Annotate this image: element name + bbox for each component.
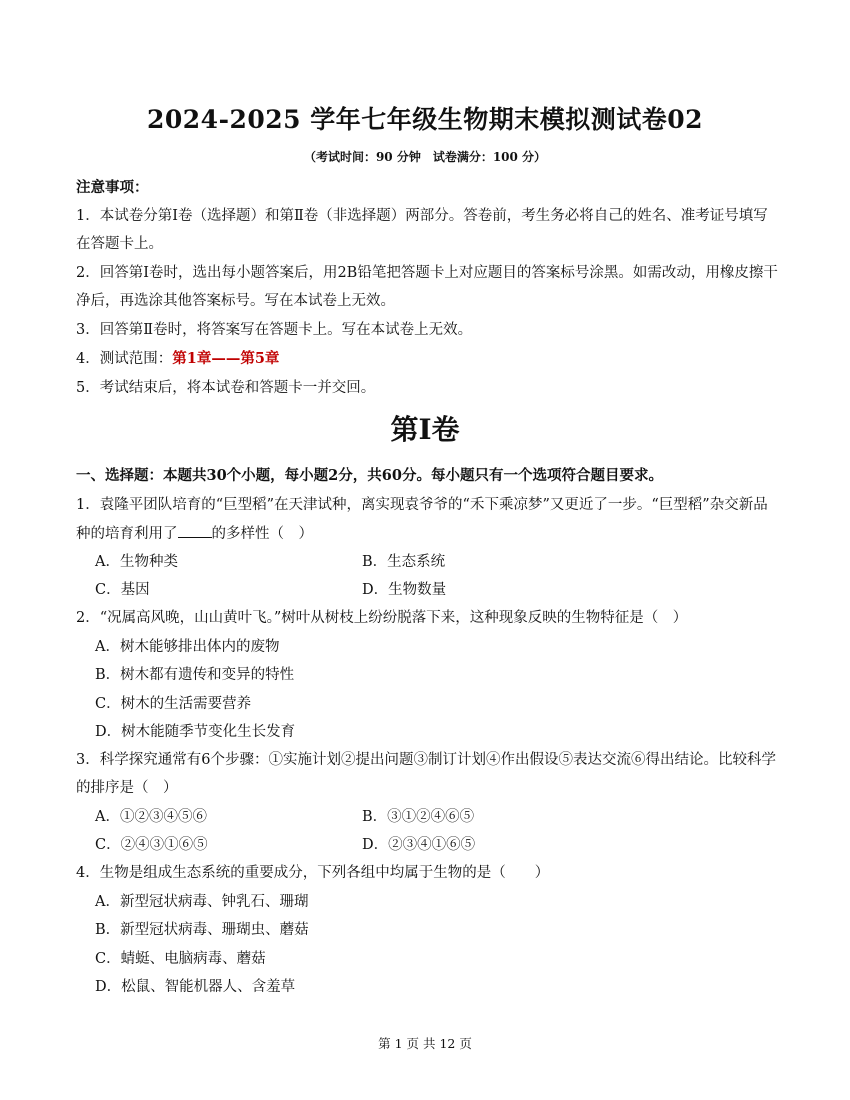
- question-4-line-1: 4．生物是组成生态系统的重要成分，下列各组中均属于生物的是（ ）: [76, 865, 550, 881]
- question-1-line-1: 1．袁隆平团队培育的“巨型稻”在天津试种，离实现袁爷爷的“禾下乘凉梦”又更近了一步。“巨型稻”杂交新品: [76, 497, 768, 513]
- question-3-line-2: 的排序是（ ）: [76, 780, 178, 796]
- notice-item-4-prefix: 4．测试范围：: [76, 351, 173, 367]
- question-2-option-d: D．树木能随季节变化生长发育: [95, 724, 296, 740]
- question-2-option-c: C．树木的生活需要营养: [95, 696, 252, 712]
- question-3-option-d: D．②③④①⑥⑤: [362, 837, 476, 853]
- exam-info: （考试时间：90 分钟 试卷满分：100 分）: [303, 150, 547, 164]
- page-number: 第 1 页 共 12 页: [378, 1036, 472, 1051]
- question-1-stem-b: 的多样性（ ）: [211, 526, 313, 542]
- question-1-option-b: B．生态系统: [362, 554, 446, 570]
- question-4-option-c: C．蜻蜓、电脑病毒、蘑菇: [95, 951, 266, 967]
- question-2-option-b: B．树木都有遗传和变异的特性: [95, 667, 295, 683]
- notice-item-1-line-1: 1．本试卷分第Ⅰ卷（选择题）和第Ⅱ卷（非选择题）两部分。答卷前，考生务必将自己的姓名、准考证号填写: [76, 208, 768, 224]
- question-1-line-2: [76, 523, 313, 544]
- page-title: 2024-2025 学年七年级生物期末模拟测试卷02: [146, 105, 704, 134]
- question-3-line-1: 3．科学探究通常有6个步骤：①实施计划②提出问题③制订计划④作出假设⑤表达交流⑥得出结论。比较科学: [76, 752, 776, 768]
- section-title: 第Ⅰ卷: [390, 413, 460, 446]
- notice-item-2-line-1: 2．回答第Ⅰ卷时，选出每小题答案后，用2B铅笔把答题卡上对应题目的答案标号涂黑。如需改动，用橡皮擦干: [76, 265, 778, 281]
- notice-item-2-line-2: 净后，再选涂其他答案标号。写在本试卷上无效。: [76, 293, 395, 309]
- question-3-option-a: A．①②③④⑤⑥: [95, 809, 207, 825]
- question-1-stem-a: 种的培育利用了: [76, 526, 178, 542]
- notice-item-4: [76, 349, 279, 369]
- question-2-option-a: A．树木能够排出体内的废物: [95, 639, 280, 655]
- notice-item-3: 3．回答第Ⅱ卷时，将答案写在答题卡上。写在本试卷上无效。: [76, 322, 473, 338]
- answer-blank: [178, 523, 212, 538]
- question-1-option-d: D．生物数量: [362, 582, 447, 598]
- question-1-option-c: C．基因: [95, 582, 150, 598]
- question-2-line-1: 2．“况属高风晚，山山黄叶飞。”树叶从树枝上纷纷脱落下来，这种现象反映的生物特征是（ ）: [76, 610, 688, 626]
- question-3-option-b: B．③①②④⑥⑤: [362, 809, 475, 825]
- question-4-option-d: D．松鼠、智能机器人、含羞草: [95, 979, 296, 995]
- notice-item-5: 5．考试结束后，将本试卷和答题卡一并交回。: [76, 380, 376, 396]
- test-range: 第1章——第5章: [172, 350, 280, 367]
- question-3-option-c: C．②④③①⑥⑤: [95, 837, 208, 853]
- question-1-option-a: A．生物种类: [95, 554, 178, 570]
- question-4-option-b: B．新型冠状病毒、珊瑚虫、蘑菇: [95, 922, 309, 938]
- notice-item-1-line-2: 在答题卡上。: [76, 236, 163, 252]
- part-heading: 一、选择题：本题共30个小题，每小题2分，共60分。每小题只有一个选项符合题目要求。: [76, 467, 663, 484]
- question-4-option-a: A．新型冠状病毒、钟乳石、珊瑚: [95, 894, 309, 910]
- notice-heading: 注意事项：: [76, 179, 149, 196]
